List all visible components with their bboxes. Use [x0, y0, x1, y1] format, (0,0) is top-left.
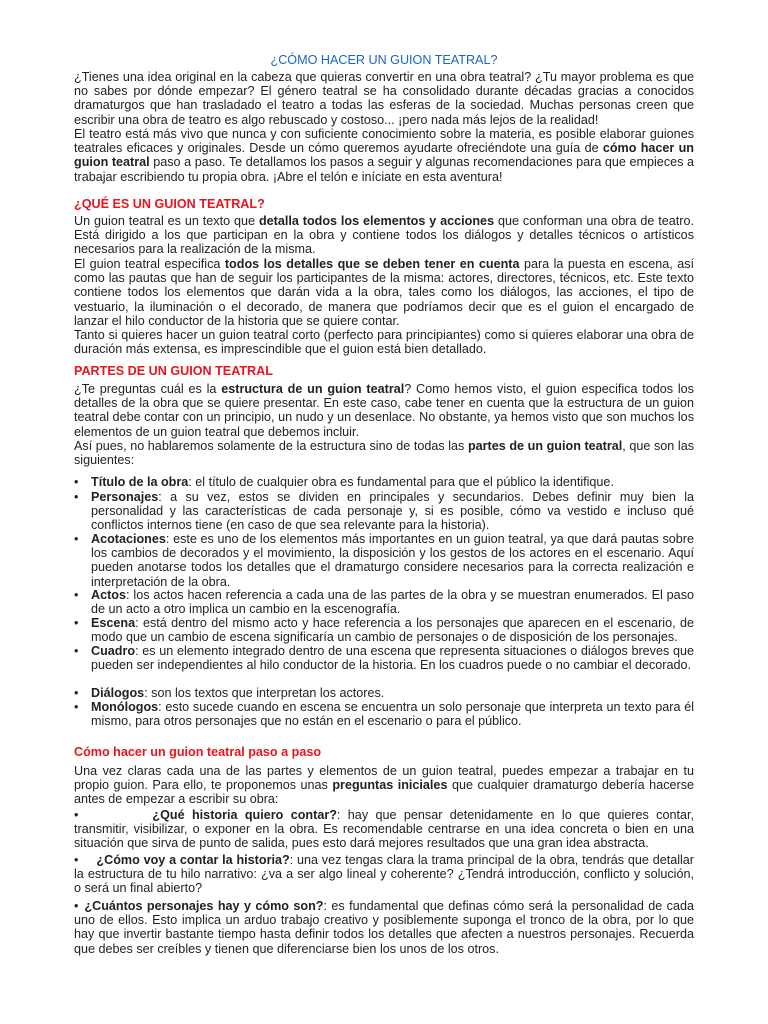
part-acotaciones-label: Acotaciones [91, 532, 166, 546]
s1p2-a: El guion teatral especifica [74, 257, 225, 271]
bullet-icon: • [74, 686, 79, 700]
s1p2-b: todos los detalles que se deben tener en cuenta [224, 257, 520, 271]
list-item [74, 644, 694, 672]
section3-paragraph-1 [74, 764, 694, 807]
part-titulo-label: Título de la obra [91, 475, 189, 489]
part-dialogos-label: Diálogos [91, 686, 145, 700]
bullet-icon: • [74, 616, 79, 630]
bullet-icon: • [74, 490, 79, 504]
intro-paragraph-1 [74, 70, 694, 127]
s2p1-a: ¿Te preguntas cuál es la [74, 382, 222, 396]
section2-paragraph-2 [74, 439, 694, 467]
part-dialogos-text: : son los textos que interpretan los actores. [144, 686, 385, 700]
s1p1-b: detalla todos los elementos y acciones [258, 214, 495, 228]
bullet-icon: • [74, 644, 79, 658]
question-como-label: ¿Cómo voy a contar la historia? [96, 853, 290, 867]
list-item [74, 588, 694, 616]
part-actos-label: Actos [91, 588, 126, 602]
part-escena-text: : está dentro del mismo acto y hace referencia a los personajes que aparecen en el escenario, de modo que un cambio de escena significaría un cambio de personajes o de disposición de los personajes. [91, 616, 694, 645]
s2p1-b: estructura de un guion teatral [221, 382, 405, 396]
list-item [74, 899, 694, 956]
s1p3: Tanto si quieres hacer un guion teatral corto (perfecto para principiantes) como si quieres elaborar una obra de duración más extensa, es imprescindible que el guion está bien detallado. [74, 328, 694, 357]
list-item [74, 808, 694, 851]
section-heading-paso-a-paso: Cómo hacer un guion teatral paso a paso [74, 745, 322, 759]
question-personajes-text: : es fundamental que definas cómo será la personalidad de cada uno de ellos. Esto implica un arduo trabajo creativo y posiblemente suponga el tronco de la obra, por lo que hay que invertir bastante tiempo hasta definir todos los detalles que afecten a nuestros personajes. Recuerda que debes ser creíbles y tienen que diferenciarse bien los unos de los otros. [74, 899, 694, 956]
s3p1-c: que cualquier dramaturgo debería hacerse antes de empezar a escribir su obra: [74, 778, 694, 807]
part-monologos-label: Monólogos [91, 700, 159, 714]
part-cuadro-text: : es un elemento integrado dentro de una escena que representa situaciones o diálogos breves que pueden ser independientes al hilo conductor de la historia. En los cuadros puede o no cambiar el decorado. [91, 644, 694, 673]
question-personajes-label: ¿Cuántos personajes hay y cómo son? [84, 899, 324, 913]
question-como-text: : una vez tengas clara la trama principal de la obra, tendrás que detallar la estructura de tu hilo narrativo: ¿va a ser algo lineal y coherente? ¿Tendrá introducción, conflicto y solución, o será un final abierto? [74, 853, 695, 896]
intro-text-2b: cómo hacer un guion teatral [74, 141, 694, 170]
s2p1-c: ? Como hemos visto, el guion especifica todos los detalles de la obra que se quiere presentar. En este caso, cabe tener en cuenta que la estructura de un guion teatral debe contar con un principio, un nudo y un desenlace. No obstante, ya hemos visto que son muchos los elementos de un guion teatral que debemos incluir. [74, 382, 694, 439]
list-item [74, 475, 694, 489]
part-actos-text: : los actos hacen referencia a cada una de las partes de la obra y se muestran enumerados. El paso de un acto a otro implica un cambio en la escenografía. [91, 588, 694, 617]
intro-text-2a: El teatro está más vivo que nunca y con suficiente conocimiento sobre la materia, es posible elaborar guiones teatrales eficaces y originales. Desde un cómo queremos ayudarte ofreciéndote una guía de [74, 127, 694, 156]
part-personajes-text: : a su vez, estos se dividen en principales y secundarios. Debes definir muy bien la personalidad y las características de cada personaje y, si es posible, cómo va vestido e incluso qué conflictos internos tiene (en caso de que sea relevante para la historia). [91, 490, 694, 533]
list-item [74, 616, 694, 644]
bullet-icon: • [74, 808, 79, 822]
list-item [74, 490, 694, 533]
list-item [74, 532, 694, 589]
s3p1-a: Una vez claras cada una de las partes y elementos de un guion teatral, puedes empezar a trabajar en tu propio guion. Para ello, te proponemos unas [74, 764, 694, 793]
bullet-icon: • [74, 532, 79, 546]
section-heading-que-es: ¿QUÉ ES UN GUION TEATRAL? [74, 197, 265, 211]
list-item [74, 853, 694, 896]
s1p1-c: que conforman una obra de teatro. Está dirigido a los que participan en la obra y contiene todos los diálogos y detalles técnicos o artísticos necesarios para la realización de la misma. [74, 214, 694, 257]
part-titulo-text: : el título de cualquier obra es fundamental para que el público la identifique. [188, 475, 614, 489]
bullet-icon: • [74, 475, 79, 489]
part-acotaciones-text: : este es uno de los elementos más importantes en un guion teatral, ya que dará pautas sobre los cambios de decorados y el movimiento, la disposición y los gestos de los actores en el escenario. Aquí pueden anotarse todos los detalles que el dramaturgo considere necesarios para la correcta realización e interpretación de la obra. [91, 532, 694, 589]
part-escena-label: Escena [91, 616, 136, 630]
section-heading-partes: PARTES DE UN GUION TEATRAL [74, 364, 273, 378]
s2p2-b: partes de un guion teatral [467, 439, 623, 453]
document-title: ¿CÓMO HACER UN GUION TEATRAL? [270, 53, 498, 67]
bullet-icon: • [74, 899, 79, 913]
list-item [74, 686, 694, 700]
s2p2-c: , que son las siguientes: [74, 439, 695, 468]
list-item [74, 700, 694, 728]
part-monologos-text: : esto sucede cuando en escena se encuentra un solo personaje que interpreta un texto para él mismo, para otros personajes que no están en el escenario o para el público. [91, 700, 694, 729]
s2p2-a: Así pues, no hablaremos solamente de la estructura sino de todas las [74, 439, 468, 453]
part-personajes-label: Personajes [91, 490, 159, 504]
s3p1-b: preguntas iniciales [332, 778, 448, 793]
bullet-icon: • [74, 588, 79, 602]
intro-text-2c: paso a paso. Te detallamos los pasos a seguir y algunas recomendaciones para que empieces a trabajar escribiendo tu propia obra. ¡Abre el telón e iníciate en esta aventura! [74, 155, 694, 184]
bullet-icon: • [74, 853, 79, 867]
section1-paragraph-2 [74, 257, 694, 328]
section1-paragraph-1 [74, 214, 694, 257]
intro-paragraph-2 [74, 127, 694, 184]
intro-text-1: ¿Tienes una idea original en la cabeza que quieras convertir en una obra teatral? ¿Tu mayor problema es que no sabes por dónde empezar? El género teatral se ha consolidado durante décadas gracias a conocidos dramaturgos que han trasladado el teatro a todas las esferas de la sociedad. Muchas personas creen que escribir una obra de teatro es algo rebuscado y costoso... ¡pero nada más lejos de la realidad! [74, 70, 694, 127]
question-historia-label: ¿Qué historia quiero contar? [152, 808, 337, 822]
section2-paragraph-1 [74, 382, 694, 439]
question-historia-text: : hay que pensar detenidamente en lo que quieres contar, transmitir, visibilizar, o exponer en la obra. Es recomendable centrarse en una idea concreta o bien en una situación que sirva de punto de salida, pues esto dará mejores resultados que una gran idea abstracta. [74, 808, 694, 851]
bullet-icon: • [74, 700, 79, 714]
s1p1-a: Un guion teatral es un texto que [74, 214, 259, 228]
part-cuadro-label: Cuadro [91, 644, 136, 658]
s1p2-c: para la puesta en escena, así como las pautas que han de seguir los participantes de la misma: actores, directores, técnicos, etc. Este texto contiene todos los elementos que darán vida a la obra, tales como los diálogos, las acciones, el tipo de vestuario, la iluminación o el decorado, de manera que podríamos decir que es el guion el encargado de lanzar el hilo conductor de la historia que se quiere contar. [74, 257, 695, 328]
section1-paragraph-3 [74, 328, 694, 356]
